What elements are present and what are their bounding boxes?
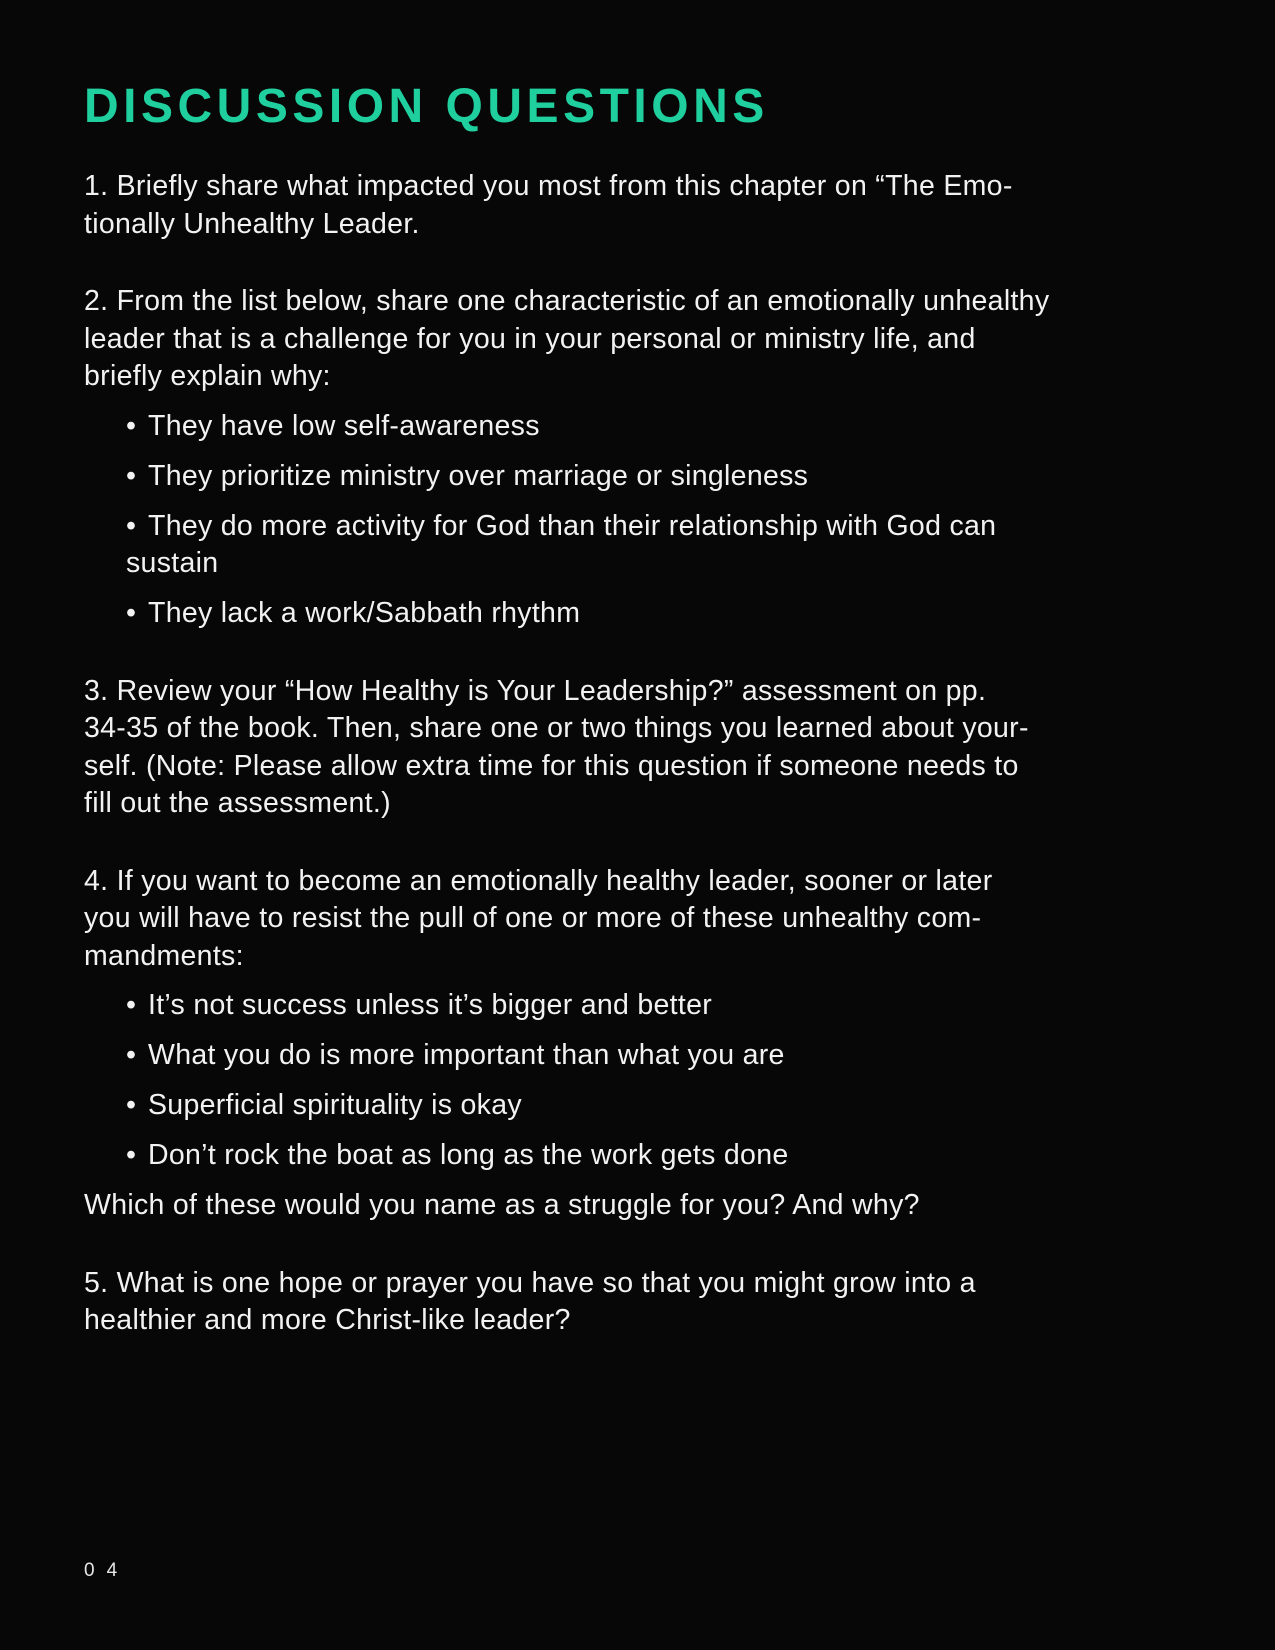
page-title: DISCUSSION QUESTIONS <box>84 80 769 133</box>
question-3 <box>84 673 1194 823</box>
bullet-icon: • <box>126 1089 137 1121</box>
bullet-item: • Don’t rock the boat as long as the work gets done <box>126 1137 1194 1175</box>
bullet-item: • They do more activity for God than their relationship with God can sustain <box>126 509 997 579</box>
question-1-text: 1. Briefly share what impacted you most from this chapter on “The Emo- tionally Unhealthy Leader. <box>84 170 1013 240</box>
question-4-followup: Which of these would you name as a struggle for you? And why? <box>84 1189 920 1221</box>
question-2 <box>84 283 1194 633</box>
question-2-bullet-list <box>84 408 1194 633</box>
bullet-item: • It’s not success unless it’s bigger and better <box>126 987 1194 1025</box>
question-4-text: 4. If you want to become an emotionally healthy leader, sooner or later you will have to resist the pull of one or more of these unhealthy com- mandments: <box>84 864 993 972</box>
bullet-icon: • <box>126 1139 137 1171</box>
bullet-item: • What you do is more important than what you are <box>126 1037 1194 1075</box>
question-1 <box>84 168 1194 243</box>
bullet-icon: • <box>126 509 137 542</box>
bullet-item: • They have low self-awareness <box>126 408 1194 446</box>
question-4-bullet-list <box>84 987 1194 1175</box>
bullet-icon: • <box>126 409 137 442</box>
bullet-icon: • <box>126 1039 137 1071</box>
question-5 <box>84 1265 1194 1340</box>
bullet-item: • Superficial spirituality is okay <box>126 1087 1194 1125</box>
question-2-text: 2. From the list below, share one characteristic of an emotionally unhealthy leader that is a challenge for you in your personal or ministry life, and briefly explain why: <box>84 285 1050 392</box>
bullet-icon: • <box>126 597 137 629</box>
bullet-icon: • <box>126 459 137 492</box>
page-content <box>84 80 1194 1380</box>
question-4 <box>84 863 1194 1225</box>
question-3-text: 3. Review your “How Healthy is Your Leadership?” assessment on pp. 34-35 of the book. Then, share one or two things you learned about your- self. (Note: Please allow extra time for this question if someone needs to fill out the assessment.) <box>84 674 1029 819</box>
page-number: 04 <box>84 1560 130 1581</box>
bullet-item: • They lack a work/Sabbath rhythm <box>126 595 1194 633</box>
bullet-icon: • <box>126 989 137 1021</box>
bullet-item: • They prioritize ministry over marriage or singleness <box>126 458 1194 496</box>
question-5-text: 5. What is one hope or prayer you have so that you might grow into a healthier and more Christ-like leader? <box>84 1266 976 1336</box>
